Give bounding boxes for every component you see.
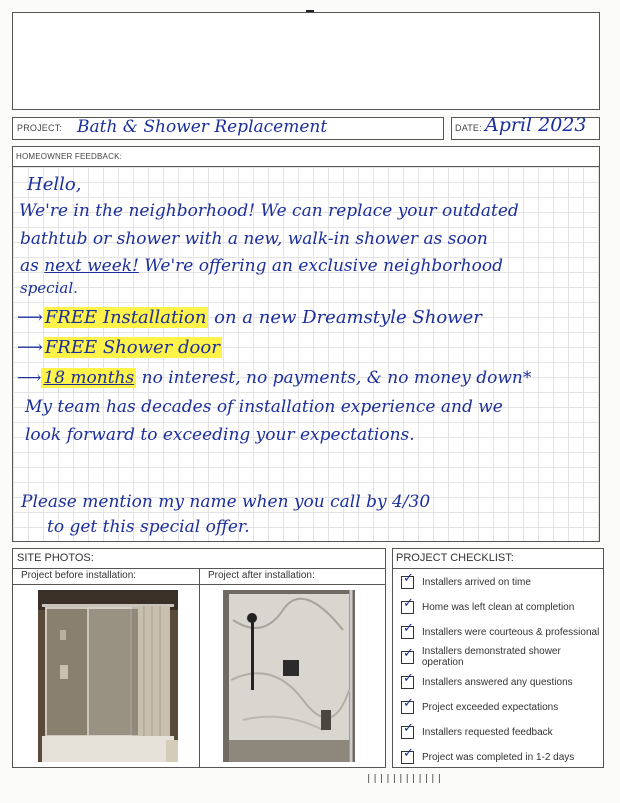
free-installation-highlight: FREE Installation (44, 307, 207, 328)
checkbox-checked[interactable] (401, 720, 414, 739)
checkbox-checked[interactable] (401, 745, 414, 764)
checklist-item (401, 671, 573, 693)
project-value: Bath & Shower Replacement (77, 117, 328, 137)
line-4c-text: We're offering an exclusive neighborhood (138, 256, 503, 276)
checklist-item (401, 746, 574, 768)
before-photo-panel (13, 569, 200, 767)
arrow-icon: ⟶ (17, 307, 43, 328)
checkmark-icon: ✓ (403, 645, 414, 661)
checklist-item-label: Installers were courteous & professional (422, 626, 600, 638)
checkmark-icon: ✓ (403, 570, 414, 586)
line-1-text: Hello, (27, 174, 82, 195)
handwritten-line-5 (20, 279, 78, 297)
checklist-item-label: Project was completed in 1-2 days (422, 751, 575, 763)
next-week-underlined: next week! (44, 256, 139, 276)
checkmark-icon: ✓ (403, 695, 414, 711)
date-field (451, 114, 600, 140)
handwritten-line-3 (20, 229, 488, 249)
checklist-item-label: Home was left clean at completion (422, 601, 575, 613)
after-photo-label: Project after installation: (208, 570, 315, 581)
checkmark-icon: ✓ (403, 670, 414, 686)
checklist-title: PROJECT CHECKLIST: (396, 552, 514, 564)
handwritten-line-4 (20, 256, 503, 276)
checklist-item-label: Installers arrived on time (422, 576, 531, 588)
checkmark-icon: ✓ (403, 595, 414, 611)
line-8b-text: no interest, no payments, & no money down* (136, 368, 532, 388)
checkbox-checked[interactable] (401, 645, 414, 664)
line-5-text: special. (20, 279, 78, 297)
line-3-text: bathtub or shower with a new, walk-in shower as soon (20, 229, 488, 249)
checkbox-checked[interactable] (401, 595, 414, 614)
handwritten-line-7 (17, 337, 222, 358)
line-12-text: to get this special offer. (47, 517, 250, 537)
arrow-icon: ⟶ (17, 337, 43, 358)
line-10-text: look forward to exceeding your expectations. (25, 425, 415, 445)
checkmark-icon: ✓ (403, 720, 414, 736)
feedback-header (13, 147, 599, 167)
checklist-box (392, 548, 604, 768)
handwritten-line-8 (17, 368, 531, 388)
checklist-item (401, 621, 599, 643)
site-photos-title: SITE PHOTOS: (17, 552, 94, 564)
checkbox-checked[interactable] (401, 695, 414, 714)
site-photos-box (12, 548, 386, 768)
checkbox-checked[interactable] (401, 670, 414, 689)
project-field (12, 117, 444, 140)
checklist-item (401, 596, 574, 618)
site-photos-header (13, 549, 385, 569)
before-label-row (13, 569, 199, 585)
after-label-row (200, 569, 385, 585)
checklist-item-label: Installers answered any questions (422, 676, 573, 688)
handwritten-line-10 (25, 425, 415, 445)
checkbox-checked[interactable] (401, 620, 414, 639)
feedback-label: HOMEOWNER FEEDBACK: (16, 152, 123, 161)
handwritten-line-1 (27, 174, 81, 195)
after-photo-panel (200, 569, 385, 767)
before-photo-label: Project before installation: (21, 570, 137, 581)
feedback-grid (13, 167, 599, 541)
blank-header-box (12, 12, 600, 110)
checkbox-checked[interactable] (401, 570, 414, 589)
barcode: |||||||||||| (366, 774, 444, 784)
handwritten-line-12 (47, 517, 250, 537)
checklist-header (393, 549, 603, 569)
line-11-text: Please mention my name when you call by 4/30 (21, 492, 431, 512)
checklist-item-label: Installers requested feedback (422, 726, 553, 738)
checkmark-icon: ✓ (403, 620, 414, 636)
line-9-text: My team has decades of installation experience and we (25, 397, 503, 417)
free-shower-door-highlight: FREE Shower door (44, 337, 220, 358)
checklist-item (401, 721, 553, 743)
after-installation-photo (223, 590, 355, 762)
checklist-item (401, 571, 531, 593)
checklist-item (401, 696, 558, 718)
handwritten-line-9 (25, 397, 503, 417)
checklist-item (401, 646, 603, 668)
project-label: PROJECT: (17, 123, 63, 133)
feedback-box (12, 146, 600, 542)
handwritten-line-2 (19, 201, 519, 221)
eighteen-months-highlight: 18 months (43, 368, 135, 388)
line-4a-text: as (20, 256, 39, 276)
date-value: April 2023 (485, 114, 587, 136)
checkmark-icon: ✓ (403, 745, 414, 761)
before-installation-photo (38, 590, 178, 762)
line-2-text: We're in the neighborhood! We can replace your outdated (19, 201, 519, 221)
checklist-item-label: Installers demonstrated shower operation (421, 646, 561, 668)
arrow-icon: ⟶ (17, 368, 42, 388)
handwritten-line-6 (17, 307, 482, 328)
date-label: DATE: (455, 123, 482, 133)
handwritten-line-11 (21, 492, 430, 512)
line-6b-text: on a new Dreamstyle Shower (208, 307, 482, 328)
checklist-item-label: Project exceeded expectations (422, 701, 559, 713)
